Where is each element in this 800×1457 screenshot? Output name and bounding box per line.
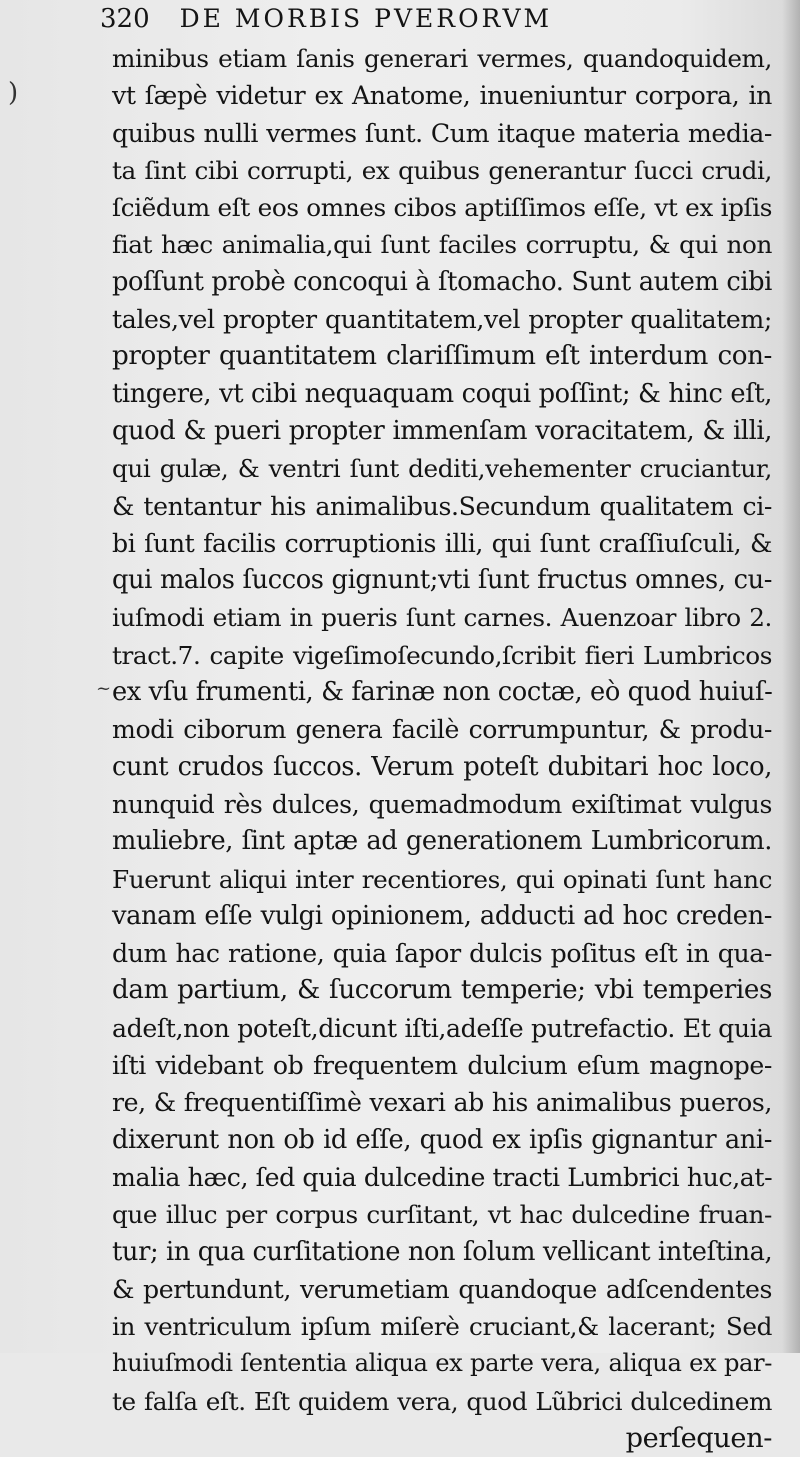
margin-bracket-mark: ) — [8, 78, 19, 108]
margin-tilde-mark: ~ — [96, 678, 112, 699]
catchword: perſequen- — [625, 1422, 772, 1454]
text-line: tur; in qua curſitatione non ſolum vellicant inteſtina, — [112, 1236, 773, 1267]
page-header — [100, 4, 760, 40]
text-line: in ventriculum ipſum miſerè cruciant,& lacerant; Sed — [112, 1312, 772, 1342]
text-line: ex vſu frumenti, & farinæ non coctæ, eò quod huiuſ- — [112, 677, 773, 708]
text-line: que illuc per corpus curſitant, vt hac dulcedine fruan- — [112, 1200, 772, 1230]
text-line: quibus nulli vermes ſunt. Cum itaque materia media- — [112, 118, 772, 148]
text-line: modi ciborum genera facilè corrumpuntur, & produ- — [112, 715, 772, 745]
text-line: & tentantur his animalibus.Secundum qualitatem ci- — [112, 491, 772, 521]
text-line: iſti videbant ob frequentem dulcium eſum magnope- — [112, 1051, 772, 1081]
text-line: fiat hæc animalia,qui ſunt faciles corruptu, & qui non — [112, 230, 772, 260]
text-line: iuſmodi etiam in pueris ſunt carnes. Auenzoar libro 2. — [112, 603, 772, 633]
text-line: quod & pueri propter immenſam voracitatem, & illi, — [112, 415, 772, 446]
text-line: Fuerunt aliqui inter recentiores, qui opinati ſunt hanc — [112, 864, 772, 894]
text-line: tingere, vt cibi nequaquam coqui poſſint; & hinc eſt, — [112, 378, 772, 409]
text-line: te falſa eſt. Eſt quidem vera, quod Lũbrici dulcedinem — [112, 1386, 772, 1416]
text-line: huiuſmodi ſententia aliqua ex parte vera, aliqua ex par- — [112, 1349, 772, 1378]
body-text — [112, 40, 772, 1457]
text-line: vanam eſſe vulgi opinionem, adducti ad hoc creden- — [112, 900, 772, 931]
text-line: propter quantitatem clariſſimum eſt interdum con- — [112, 341, 772, 372]
text-line: dum hac ratione, quia ſapor dulcis poſitus eſt in qua- — [112, 939, 772, 969]
text-line: nunquid rès dulces, quemadmodum exiſtimat vulgus — [112, 789, 772, 819]
running-head: DE MORBIS PVERORVM — [179, 4, 553, 33]
text-line: re, & frequentiſſimè vexari ab his animalibus pueros, — [112, 1088, 772, 1118]
text-line: dam partium, & ſuccorum temperie; vbi temperies — [112, 975, 772, 1006]
text-line: qui malos ſuccos gignunt;vti ſunt fructus omnes, cu- — [112, 565, 772, 596]
page-number: 320 — [100, 4, 150, 34]
text-line: poſſunt probè concoqui à ſtomacho. Sunt autem cibi — [112, 266, 772, 297]
text-line: minibus etiam ſanis generari vermes, quandoquidem, — [112, 44, 772, 73]
text-line: muliebre, ſint aptæ ad generationem Lumbricorum. — [112, 826, 772, 857]
text-line: ta ſint cibi corrupti, ex quibus generantur ſucci crudi, — [112, 155, 772, 185]
text-line: dixerunt non ob id eſſe, quod ex ipſis gignantur ani- — [112, 1124, 772, 1155]
text-line: & pertundunt, verumetiam quandoque adſcendentes — [112, 1274, 772, 1304]
text-line: ſciẽdum eſt eos omnes cibos aptiſſimos eſſe, vt ex ipſis — [112, 193, 772, 223]
text-line: qui gulæ, & ventri ſunt dediti,vehementer cruciantur, — [112, 454, 772, 484]
page-gutter-shadow — [782, 0, 800, 1353]
text-line: tales,vel propter quantitatem,vel propter qualitatem; — [112, 305, 772, 335]
text-line: vt ſæpè videtur ex Anatome, inueniuntur corpora, in — [112, 81, 772, 111]
text-line: malia hæc, ſed quia dulcedine tracti Lumbrici huc,at- — [112, 1162, 773, 1192]
text-line: adeſt,non poteſt,dicunt iſti,adeſſe putrefactio. Et quia — [112, 1013, 772, 1043]
text-line: bi ſunt facilis corruptionis illi, qui ſunt craſſiuſculi, & — [112, 528, 772, 558]
text-line: tract.7. capite vigeſimoſecundo,ſcribit fieri Lumbricos — [112, 640, 772, 670]
text-line: cunt crudos ſuccos. Verum poteſt dubitari hoc loco, — [112, 751, 772, 782]
